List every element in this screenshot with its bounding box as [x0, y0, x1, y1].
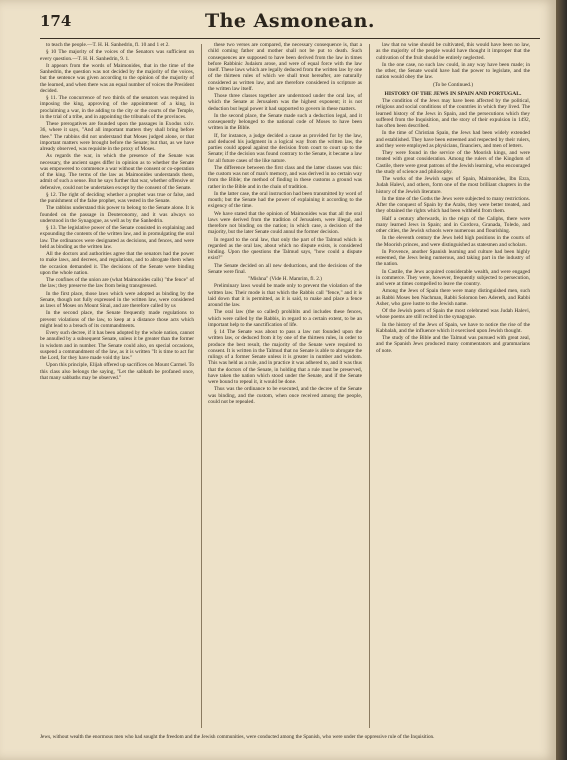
page-title: The Asmonean.: [204, 10, 375, 32]
paragraph: In regard to the oral law, that only the part of the Talmud which is regarded as the oral law, about which no dispute exists, is considered binding. Upon the questions the Talmud says, "how could a dispute exist?": [208, 236, 362, 262]
paragraph: The condition of the Jews may have been affected by the political, religious and social conditions of the countries in which they lived. The learned history of the Jews in Spain, and the persecutions which they suffered from the Inquisition, and the story of their expulsion in 1492, has often been described.: [376, 98, 530, 129]
paragraph: In the history of the Jews of Spain, we have to notice the rise of the Kabbalah, and the influence which it exercised upon Jewish thought.: [376, 321, 530, 334]
paragraph: § 14 The Senate was about to pass a law not founded upon the written law, or deduced from it by one of the thirteen rules, in order to produce the best result, the majority of the Senate were required to consent. It is written in the Talmud that no Senate is able to abrogate the rulings of a former Senate unless it is greater in number and wisdom. This was held as a rule, and in practice it was adhered to, and it was thus that the doctors of the Senate, in holding that a rule must be preserved, have taken the nation which stood under the Senate, and if the Senate were bound to repeal it, it would be done.: [208, 329, 362, 385]
paragraph: In the time of the Goths the Jews were subjected to many restrictions. After the conquest of Spain by the Arabs, they were better treated, and they obtained the rights which had been withheld from them.: [376, 195, 530, 215]
paragraph: They were found in the service of the Moorish kings, and were treated with great consideration. Among the rulers of the Kingdom of Castile, there were great patrons of the Jewish learning, who encouraged the study of science and philosophy.: [376, 150, 530, 175]
paragraph: The rabbins understand this power to belong to the Senate alone. It is founded on the passage in Deuteronomy, and it was always so understood in the Synagogue, as well as by the Sanhedrin.: [40, 205, 194, 224]
continued-note: (To be Continued.): [432, 81, 474, 88]
paragraph: It appears from the words of Maimonides, that in the time of the Sanhedrin, the question was not decided by the majority of the voices, but the sentence was given according to the opinion of the majority of the learned, and when there was an equal number of voices the President decided.: [40, 62, 194, 94]
paragraph: All the doctors and authorities agree that the senators had the power to make laws, and decrees, and regulations, and to abrogate them when the occasion demanded it. The decisions of the Senate were binding upon the whole nation.: [40, 251, 194, 276]
paragraph: Thus was the ordinance to be executed, and the decree of the Senate was binding, and the custom, when once received among the people, could not be repealed.: [208, 386, 362, 405]
paragraph: In the second place, the Senate frequently made regulations to prevent violations of the law, to keep at a distance those acts which might lead to a breach of its commandments.: [40, 310, 194, 329]
paragraph: The study of the Bible and the Talmud was pursued with great zeal, and the Spanish Jews produced many commentators and grammarians of note.: [376, 335, 530, 354]
column-divider: [369, 44, 370, 728]
paragraph: to teach the people.—T. H. H. Sanhedrin, fl. 10 and 1 et 2.: [46, 42, 170, 48]
paragraph: In the eleventh century the Jews held high positions in the courts of the Moorish princes, and were distinguished as statesmen and scholars.: [376, 235, 530, 248]
column-1: [40, 42, 194, 730]
paragraph: Those three classes together are understood under the oral law, of which the Senate at Jerusalem was the highest exponent; it is not deduction but legal power it had supported to govern in these matters.: [208, 93, 362, 112]
paragraph: The works of the Jewish sages of Spain, Maimonides, Ibn Ezra, Judah Halevi, and others, form one of the most brilliant chapters in the history of the Jewish literature.: [376, 176, 530, 195]
paragraph: Of the Jewish poets of Spain the most celebrated was Judah Halevi, whose poems are still recited in the synagogue.: [376, 308, 530, 321]
column-divider: [201, 44, 202, 728]
page-header: [40, 8, 540, 36]
paragraph: In Castile, the Jews acquired considerable wealth, and were engaged in commerce. They were, however, frequently subjected to persecution, and were at times compelled to leave the country.: [376, 268, 530, 287]
paragraph: The Senate decided on all new deductions, and the decisions of the Senate were final.: [208, 262, 362, 275]
paragraph: Upon this principle, Elijah offered up sacrifices on Mount Carmel. To this class also belongs the saying, "Let the sabbath be profaned once, that many sabbaths may be observed.": [40, 362, 194, 381]
header-rule: [40, 38, 540, 39]
paragraph: The confines of the union are (what Maimonides calls) "the fence" of the law; they preserve the law from being transgressed.: [40, 277, 194, 290]
paragraph: We have stated that the opinion of Maimonides was that all the oral laws were derived from the tradition of Jerusalem, were illegal, and therefore not binding on the nation; in which case, a decision of the majority, but the later Senate could annul the former decision.: [208, 210, 362, 236]
column-3: [376, 42, 530, 730]
section-heading: HISTORY OF THE JEWS IN SPAIN AND PORTUGAL.: [384, 90, 522, 97]
bottom-text: Jews, without wealth the enormous men who had sought the freedom and the Jewish communities, were conducted among the Spanish, who were under the oppressive rule of the Inquisition.: [40, 734, 435, 740]
paragraph: In the one case, no such law could, in any way have been made; in the other, the Senate would have had the power to legislate, and the nation would obey the law.: [376, 61, 530, 81]
paragraph: Among the Jews of Spain there were many distinguished men, such as Rabbi Moses ben Nachman, Rabbi Solomon ben Adereth, and Rabbi Asher, who gave lustre to the Jewish name.: [376, 288, 530, 307]
paragraph: § 12. The right of deciding whether a prophet was true or false, and the punishment of the false prophet, was vested in the Senate.: [40, 191, 194, 204]
paragraph: As regards the war, in which the presence of the Senate was necessary, the ancient sages differ in opinion as to whether the Senate was empowered to commence a war without the consent or co-operation of the king. The terms of the law as Maimonides understands them, admit of such a sense. But he says further that war, whether offensive or defensive, could not be undertaken except by the consent of the Senate.: [40, 153, 194, 191]
paragraph: § 10 The majority of the voices of the Senators was sufficient on every question.—T. H. H. Sanhedrin, 9. 1.: [40, 49, 194, 62]
paragraph: These prerogatives are founded upon the passages in Exodus xxiv. 36, where it says, "And all important matters they shall bring before thee." The rabbins did not understand that Moses judged alone, or that important matters were brought before the Senate; but that, as we have already observed, was requisite in the proxy of Moses.: [40, 121, 194, 152]
paragraph: If, for instance, a judge decided a cause as provided for by the law, and deduced his judgment in a logical way from the written law, the parties could appeal against the decision from court to court up to the Senate; if the decision was found contrary to the Senate, it became a law for all future cases of the like nature.: [208, 132, 362, 164]
paragraph: In the first place, those laws which were adopted as binding by the Senate, though not fully expressed in the written law, were considered as laws of Moses on Mount Sinai, and are therefore called by us: [40, 290, 194, 309]
column-2: [208, 42, 362, 730]
citation: "Mishna" (Vide H. Mamrim, fl. 2.): [248, 276, 322, 282]
paragraph: In Provence, another Spanish learning and culture had been highly esteemed, the Jews being numerous, and taking part in the industry of the nation.: [376, 248, 530, 268]
paragraph: § 13. The legislative power of the Senate consisted in explaining and expounding the contents of the written law, and in promulgating the oral law. The ordinances were designated as decisions, and fences, and were held as binding as the written law.: [40, 225, 194, 250]
paragraph: In the second place, the Senate made such a deduction legal, and it consequently belonged to the national code of Moses to have been written in the Bible.: [208, 112, 362, 132]
book-edge: [556, 0, 567, 760]
page-number: 174: [40, 12, 72, 30]
paragraph: Every such decree, if it has been adopted by the whole nation, cannot be annulled by a subsequent Senate, unless it be greater than the former in wisdom and in number. The Senate could also, on special occasions, suspend a commandment of the law, as it is written "It is time to act for the Lord, for they have made void thy law.": [40, 330, 194, 361]
paragraph: law that no wine should be cultivated, this would have been no law, as the majority of the people would have thought it improper that the cultivation of the fruit should be entirely neglected.: [376, 42, 530, 61]
paragraph: In the latter case, the oral instruction had been transmitted by word of mouth; but the Senate had the power of explaining it according to the exigency of the time.: [208, 190, 362, 210]
paragraph: The oral law (the so called) prohibits and includes these fences, which were called by the Rabbis, in regard to a certain extent, to be an important help to the sanctification of life.: [208, 309, 362, 328]
paragraph: Half a century afterwards, in the reign of the Caliphs, there were many learned Jews in Spain; and in Cordova, Granada, Toledo, and other cities, the Jewish schools were numerous and flourishing.: [376, 215, 530, 234]
paragraph: The difference between the first class and the latter classes was this: the custom was not of man's memory, and was derived in no certain way from the Bible; the method of finding in these customs a ground was rather in the Bible and in the chain of tradition.: [208, 164, 362, 190]
paragraph: In the time of Christian Spain, the Jews had been widely extended and established. They have been esteemed and respected by their rulers, and they were employed as physicians, financiers, and men of letters.: [376, 130, 530, 149]
paragraph: Preliminary laws would be made only to prevent the violation of the written law. Their mode is that which the Rabbis call "fence," and it is laid down that it is permitted, as it is said, to make and place a fence around the law.: [208, 283, 362, 308]
paragraph: these two verses are compared, the necessary consequence is, that a child coming father and mother shall not be put to death. Such consequences are supposed to have been derived from the law in times before Rabbinic Judaism arose, and were of equal force with the law itself. These laws which are legally deduced from the written law by one of the thirteen rules of which we shall treat hereafter, are naturally considered as written law, and are therefore considered in scripture as the written law itself.: [208, 42, 362, 92]
paragraph: § 11. The concurrence of two thirds of the senators was required in imposing the king, approving of the appointment of a king, in proclaiming a war, in the adding to the city or the courts of the Temple, in the trial of a tribe, and in appointing the tribunals of the provinces.: [40, 95, 194, 120]
